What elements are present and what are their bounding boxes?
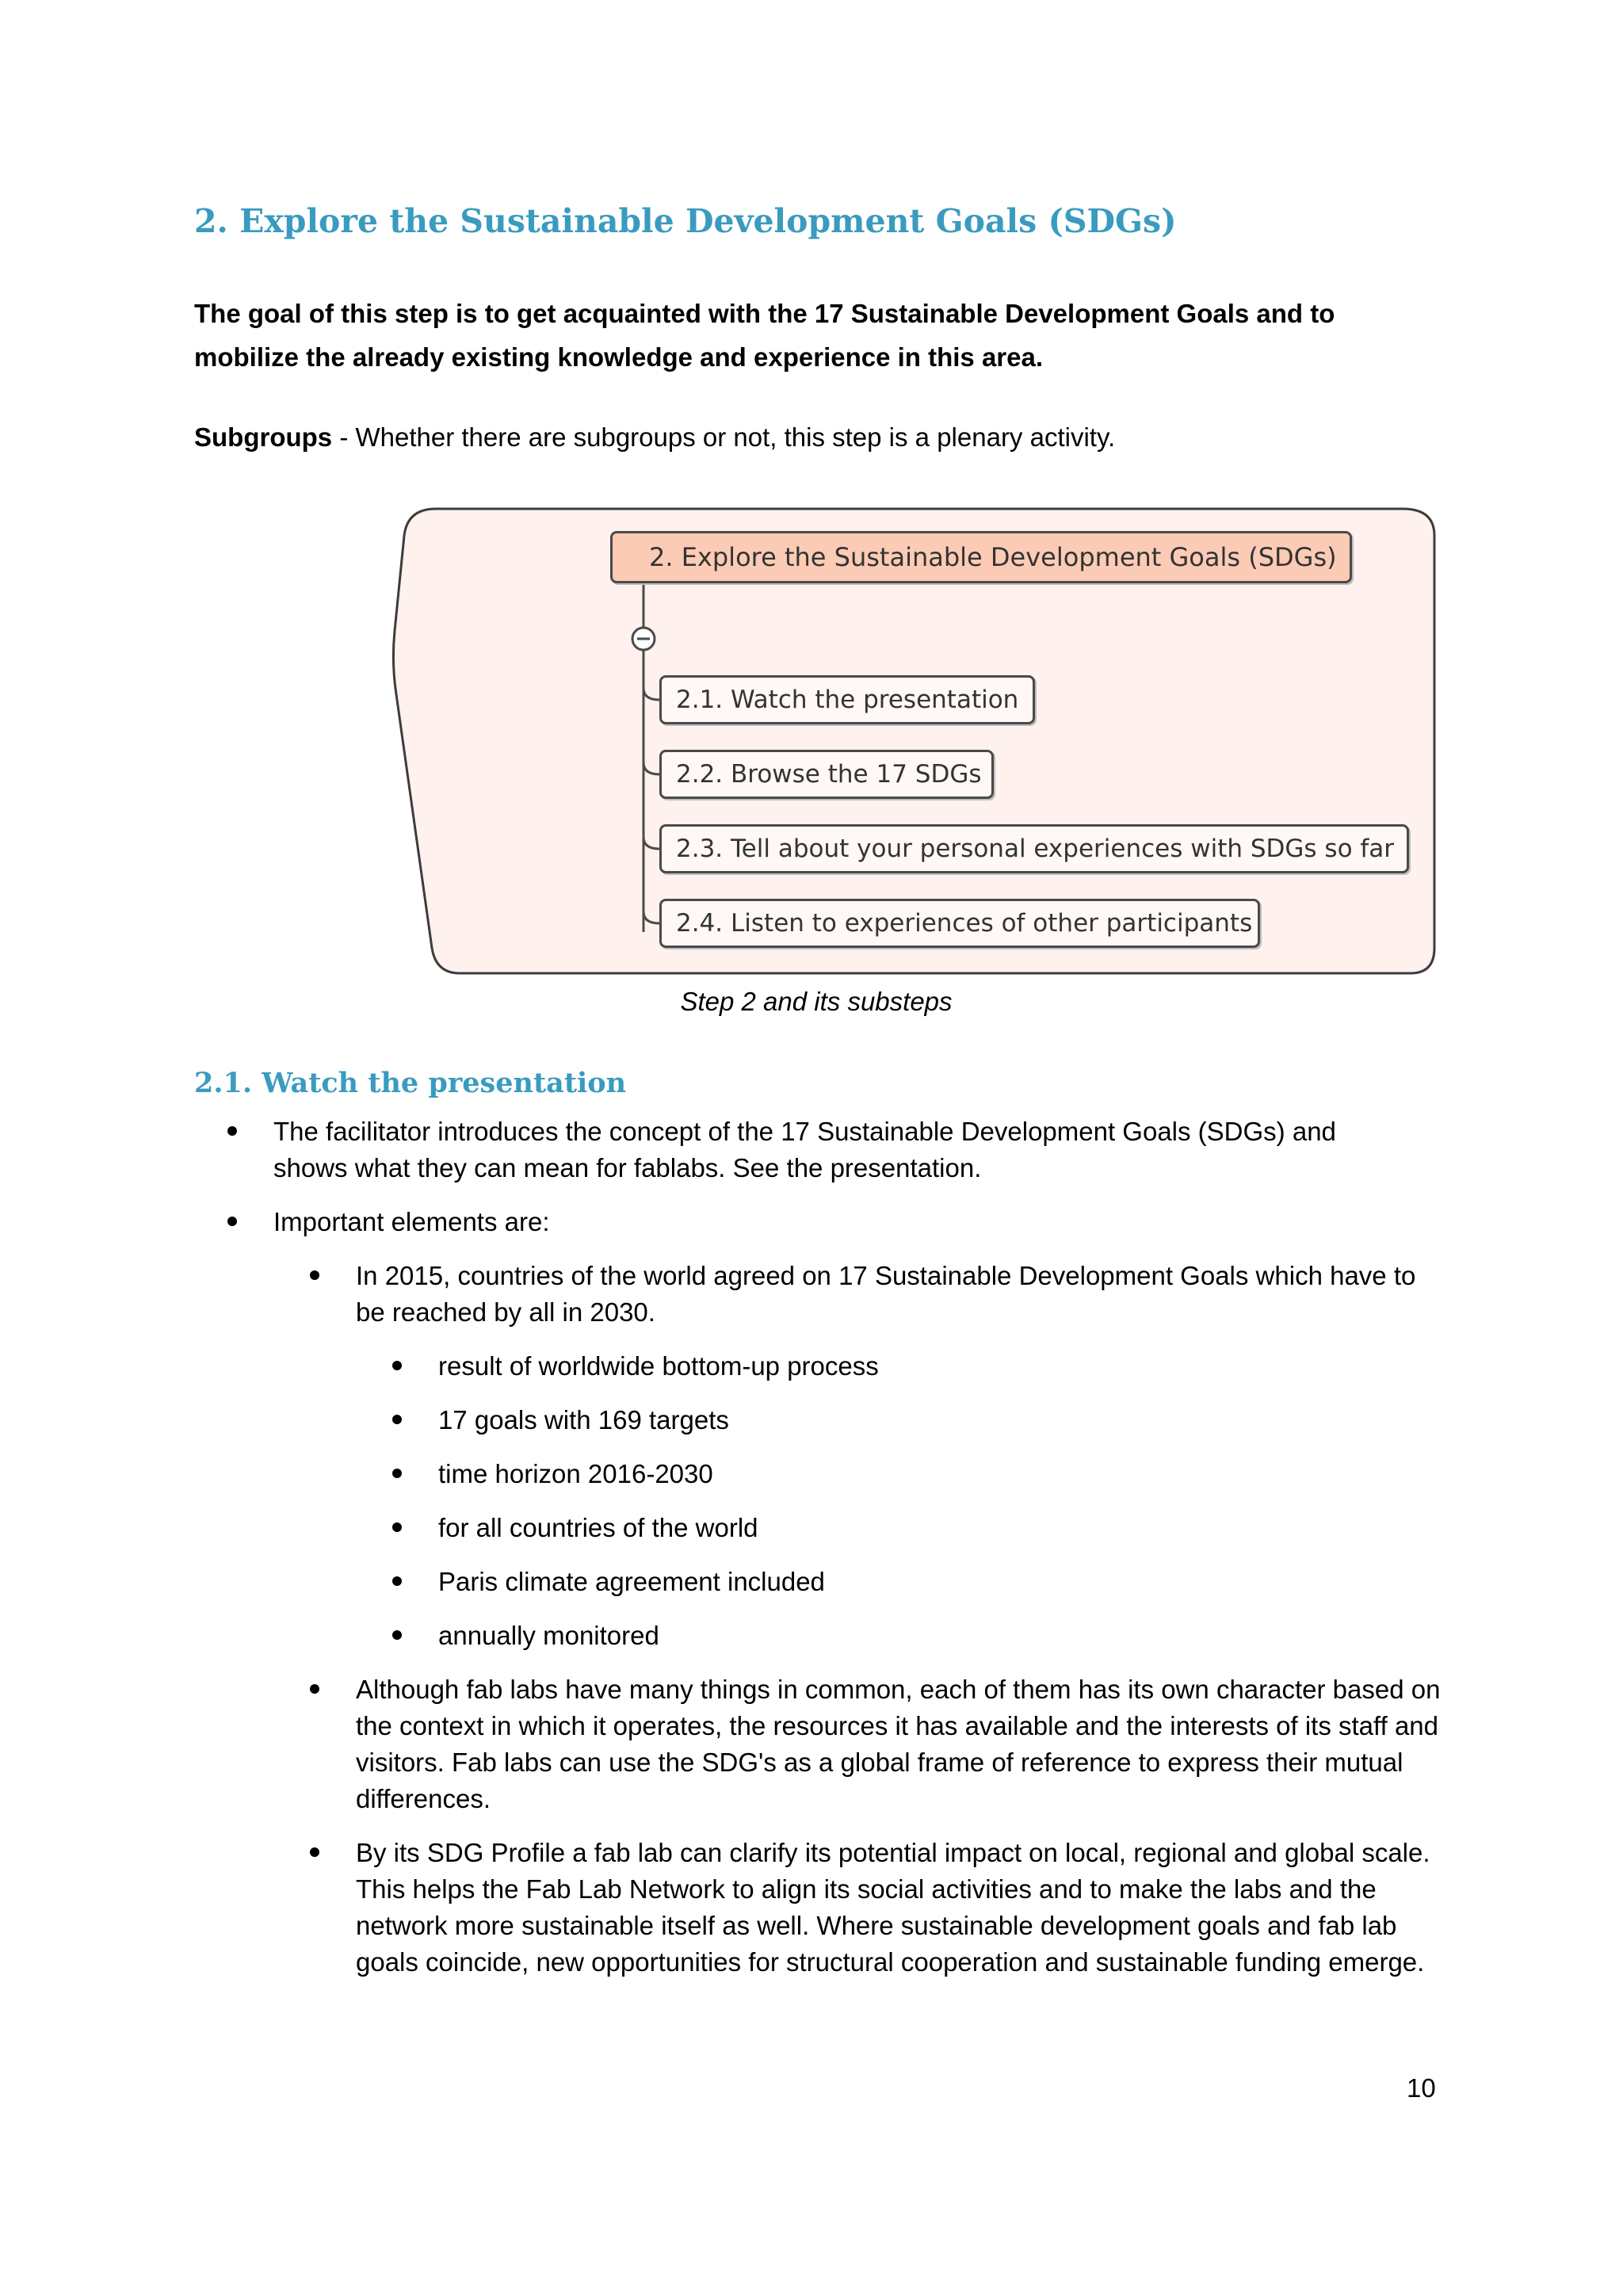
mindmap-child-node-2-2: 2.2. Browse the 17 SDGs bbox=[659, 750, 994, 799]
list-item: Although fab labs have many things in common, each of them has its own character based on the context in which it operates, the resources it has available and the interests of its staff and visitors. Fab labs can use the SDG's as a global frame of reference to express their mutual differences. bbox=[194, 1671, 1438, 1817]
figure-caption: Step 2 and its substeps bbox=[680, 987, 953, 1016]
list-item: time horizon 2016-2030 bbox=[194, 1456, 1438, 1492]
list-item: 17 goals with 169 targets bbox=[194, 1402, 1438, 1438]
mindmap-diagram bbox=[388, 504, 1450, 980]
bullet-icon bbox=[310, 1684, 319, 1694]
bullet-icon bbox=[392, 1361, 402, 1370]
bullet-icon bbox=[392, 1630, 402, 1640]
list-item: for all countries of the world bbox=[194, 1510, 1438, 1546]
bullet-icon bbox=[392, 1522, 402, 1532]
mindmap-child-node-2-3: 2.3. Tell about your personal experiences with SDGs so far bbox=[659, 824, 1409, 873]
bullet-icon bbox=[310, 1847, 319, 1857]
list-item: annually monitored bbox=[194, 1618, 1438, 1654]
list-item: Paris climate agreement included bbox=[194, 1564, 1438, 1600]
subsection-heading: 2.1. Watch the presentation bbox=[194, 1067, 627, 1099]
bullet-icon bbox=[310, 1270, 319, 1280]
page-number: 10 bbox=[1407, 2073, 1436, 2103]
mindmap-child-node-2-1: 2.1. Watch the presentation bbox=[659, 675, 1035, 724]
bullet-icon bbox=[392, 1415, 402, 1424]
section-heading: 2. Explore the Sustainable Development Goals (SDGs) bbox=[194, 202, 1177, 240]
bullet-icon bbox=[392, 1469, 402, 1478]
bullet-icon bbox=[392, 1576, 402, 1586]
list-item: Important elements are: bbox=[194, 1204, 1438, 1240]
subgroups-text: - Whether there are subgroups or not, this step is a plenary activity. bbox=[332, 422, 1116, 452]
bullet-icon bbox=[227, 1217, 237, 1226]
list-item: The facilitator introduces the concept of the 17 Sustainable Development Goals (SDGs) and shows what they can mean for fablabs. See the presentation. bbox=[194, 1114, 1438, 1186]
mindmap-root-node: 2. Explore the Sustainable Development Goals (SDGs) bbox=[610, 531, 1352, 583]
list-item: By its SDG Profile a fab lab can clarify its potential impact on local, regional and global scale. This helps the Fab Lab Network to align its social activities and to make the labs and the network more sustainable itself as well. Where sustainable development goals and fab lab goals coincide, new opportunities for structural cooperation and sustainable funding emerge. bbox=[194, 1835, 1438, 1981]
bullet-list bbox=[194, 1114, 1441, 1998]
subgroups-paragraph bbox=[194, 415, 1115, 459]
mindmap-child-node-2-4: 2.4. Listen to experiences of other participants bbox=[659, 899, 1260, 948]
goal-paragraph: The goal of this step is to get acquainted with the 17 Sustainable Development Goals and to mobilize the already existing knowledge and experience in this area. bbox=[194, 299, 1335, 372]
list-item: In 2015, countries of the world agreed on 17 Sustainable Development Goals which have to be reached by all in 2030. bbox=[194, 1258, 1438, 1331]
list-item: result of worldwide bottom-up process bbox=[194, 1348, 1438, 1385]
bullet-icon bbox=[227, 1126, 237, 1136]
subgroups-label: Subgroups bbox=[194, 422, 333, 452]
